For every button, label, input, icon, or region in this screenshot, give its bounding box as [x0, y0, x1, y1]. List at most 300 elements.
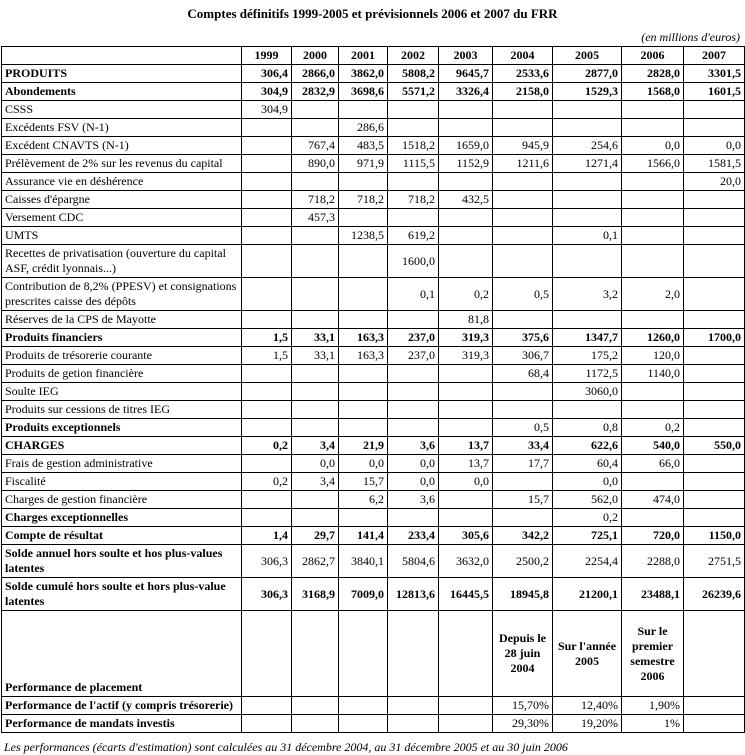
value-cell — [388, 509, 439, 527]
value-cell: 33,1 — [292, 347, 339, 365]
value-cell: 1150,0 — [684, 527, 745, 545]
row-label: Fiscalité — [2, 473, 242, 491]
value-cell: 457,3 — [292, 209, 339, 227]
value-cell: 720,0 — [622, 527, 684, 545]
value-cell — [388, 697, 439, 715]
table-row — [2, 245, 745, 278]
value-cell — [388, 119, 439, 137]
value-cell — [242, 191, 292, 209]
value-cell: 1,5 — [242, 347, 292, 365]
frr-table — [1, 46, 745, 733]
value-cell — [339, 365, 388, 383]
value-cell: 29,30% — [493, 715, 553, 733]
value-cell: 21200,1 — [553, 578, 622, 611]
value-cell: 33,4 — [493, 437, 553, 455]
value-cell — [684, 311, 745, 329]
value-cell — [242, 365, 292, 383]
value-cell: 1140,0 — [622, 365, 684, 383]
header-row — [2, 47, 745, 65]
value-cell: 13,7 — [439, 437, 493, 455]
value-cell: 1529,3 — [553, 83, 622, 101]
page-title: Comptes définitifs 1999-2005 et prévisionnels 2006 et 2007 du FRR — [187, 6, 558, 21]
value-cell: 1581,5 — [684, 155, 745, 173]
row-label: CSSS — [2, 101, 242, 119]
value-cell — [684, 509, 745, 527]
value-cell: 17,7 — [493, 455, 553, 473]
value-cell: 1700,0 — [684, 329, 745, 347]
table-row — [2, 209, 745, 227]
value-cell — [439, 209, 493, 227]
value-cell — [242, 137, 292, 155]
value-cell: 550,0 — [684, 437, 745, 455]
header-year-cell: 2002 — [388, 47, 439, 65]
value-cell — [622, 509, 684, 527]
value-cell: 319,3 — [439, 329, 493, 347]
value-cell — [439, 227, 493, 245]
value-cell: 1601,5 — [684, 83, 745, 101]
value-cell — [388, 311, 439, 329]
value-cell: 1271,4 — [553, 155, 622, 173]
value-cell — [439, 611, 493, 697]
table-row — [2, 83, 745, 101]
value-cell — [493, 101, 553, 119]
value-cell: 971,9 — [339, 155, 388, 173]
value-cell — [622, 473, 684, 491]
value-cell: 175,2 — [553, 347, 622, 365]
value-cell — [553, 245, 622, 278]
value-cell: 18945,8 — [493, 578, 553, 611]
value-cell — [684, 191, 745, 209]
units-note: (en millions d'euros) — [641, 30, 740, 44]
row-label: Contribution de 8,2% (PPESV) et consignations prescrites caisse des dépôts — [2, 278, 242, 311]
value-cell: 890,0 — [292, 155, 339, 173]
value-cell: 1211,6 — [493, 155, 553, 173]
value-cell — [292, 119, 339, 137]
value-cell — [339, 173, 388, 191]
row-label: Produits de getion financière — [2, 365, 242, 383]
value-cell — [622, 191, 684, 209]
table-row — [2, 191, 745, 209]
value-cell: 0,1 — [388, 278, 439, 311]
value-cell — [684, 473, 745, 491]
row-label: Recettes de privatisation (ouverture du capital ASF, crédit lyonnais...) — [2, 245, 242, 278]
value-cell: 305,6 — [439, 527, 493, 545]
table-row — [2, 473, 745, 491]
value-cell: 3,6 — [388, 437, 439, 455]
value-cell — [493, 473, 553, 491]
value-cell — [388, 401, 439, 419]
value-cell — [292, 245, 339, 278]
header-year-cell: 2007 — [684, 47, 745, 65]
value-cell — [388, 715, 439, 733]
value-cell — [684, 278, 745, 311]
table-row — [2, 545, 745, 578]
value-cell: 163,3 — [339, 329, 388, 347]
value-cell — [553, 311, 622, 329]
value-cell — [292, 611, 339, 697]
table-row — [2, 611, 745, 697]
value-cell — [292, 365, 339, 383]
value-cell — [242, 119, 292, 137]
table-row — [2, 401, 745, 419]
value-cell — [242, 173, 292, 191]
table-header — [2, 47, 745, 65]
value-cell: 0,1 — [553, 227, 622, 245]
value-cell: 319,3 — [439, 347, 493, 365]
value-cell: 0,2 — [242, 437, 292, 455]
value-cell: 306,4 — [242, 65, 292, 83]
table-row — [2, 419, 745, 437]
value-cell: 304,9 — [242, 101, 292, 119]
value-cell — [493, 119, 553, 137]
value-cell: 21,9 — [339, 437, 388, 455]
value-cell: 16445,5 — [439, 578, 493, 611]
value-cell: 3698,6 — [339, 83, 388, 101]
row-label: Solde cumulé hors soulte et hors plus-value latentes — [2, 578, 242, 611]
value-cell — [242, 245, 292, 278]
value-cell: 562,0 — [553, 491, 622, 509]
value-cell: 0,5 — [493, 419, 553, 437]
value-cell: 33,1 — [292, 329, 339, 347]
table-row — [2, 697, 745, 715]
value-cell — [622, 401, 684, 419]
value-cell — [242, 209, 292, 227]
value-cell: 3862,0 — [339, 65, 388, 83]
table-row — [2, 437, 745, 455]
table-row — [2, 347, 745, 365]
value-cell: Sur l'année 2005 — [553, 611, 622, 697]
value-cell: 2533,6 — [493, 65, 553, 83]
row-label: Produits de trésorerie courante — [2, 347, 242, 365]
value-cell: 432,5 — [439, 191, 493, 209]
value-cell — [622, 245, 684, 278]
value-cell: 2877,0 — [553, 65, 622, 83]
row-label: Performance de l'actif (y compris trésorerie) — [2, 697, 242, 715]
value-cell: 2254,4 — [553, 545, 622, 578]
row-label: Versement CDC — [2, 209, 242, 227]
value-cell: 1,5 — [242, 329, 292, 347]
value-cell — [242, 611, 292, 697]
table-row — [2, 311, 745, 329]
value-cell: Sur le premier semestre 2006 — [622, 611, 684, 697]
value-cell: 304,9 — [242, 83, 292, 101]
value-cell: 237,0 — [388, 347, 439, 365]
value-cell — [439, 401, 493, 419]
value-cell: 1568,0 — [622, 83, 684, 101]
value-cell — [684, 245, 745, 278]
row-label: Produits financiers — [2, 329, 242, 347]
value-cell — [493, 383, 553, 401]
value-cell: 163,3 — [339, 347, 388, 365]
value-cell — [622, 209, 684, 227]
header-year-cell: 2003 — [439, 47, 493, 65]
value-cell: 3168,9 — [292, 578, 339, 611]
footnote: Les performances (écarts d'estimation) sont calculées au 31 décembre 2004, au 31 décembre 2005 et au 30 juin 2006 — [4, 740, 568, 754]
table-row — [2, 578, 745, 611]
table-row — [2, 365, 745, 383]
table-row — [2, 509, 745, 527]
value-cell — [388, 209, 439, 227]
value-cell — [242, 227, 292, 245]
value-cell — [242, 419, 292, 437]
value-cell — [684, 209, 745, 227]
table-row — [2, 491, 745, 509]
value-cell — [339, 278, 388, 311]
value-cell: 6,2 — [339, 491, 388, 509]
value-cell: 0,8 — [553, 419, 622, 437]
value-cell: 15,70% — [493, 697, 553, 715]
value-cell: 375,6 — [493, 329, 553, 347]
value-cell: 237,0 — [388, 329, 439, 347]
value-cell: 141,4 — [339, 527, 388, 545]
value-cell: 1,90% — [622, 697, 684, 715]
value-cell: 1518,2 — [388, 137, 439, 155]
value-cell — [388, 611, 439, 697]
header-year-cell: 1999 — [242, 47, 292, 65]
value-cell: 0,2 — [242, 473, 292, 491]
row-label: UMTS — [2, 227, 242, 245]
value-cell — [684, 419, 745, 437]
value-cell: 60,4 — [553, 455, 622, 473]
value-cell — [493, 227, 553, 245]
value-cell: 0,0 — [684, 137, 745, 155]
value-cell — [439, 365, 493, 383]
value-cell — [684, 455, 745, 473]
value-cell: 1238,5 — [339, 227, 388, 245]
value-cell — [439, 245, 493, 278]
header-year-cell: 2000 — [292, 47, 339, 65]
row-label: Performance de mandats investis — [2, 715, 242, 733]
value-cell — [493, 311, 553, 329]
value-cell — [553, 209, 622, 227]
value-cell: 3840,1 — [339, 545, 388, 578]
row-label: Réserves de la CPS de Mayotte — [2, 311, 242, 329]
value-cell: 9645,7 — [439, 65, 493, 83]
value-cell: 3632,0 — [439, 545, 493, 578]
value-cell — [684, 347, 745, 365]
value-cell: 13,7 — [439, 455, 493, 473]
value-cell — [292, 509, 339, 527]
row-label: Charges de gestion financière — [2, 491, 242, 509]
value-cell — [292, 278, 339, 311]
value-cell — [242, 311, 292, 329]
header-year-cell: 2006 — [622, 47, 684, 65]
table-row — [2, 715, 745, 733]
value-cell: 718,2 — [292, 191, 339, 209]
table-row — [2, 119, 745, 137]
value-cell: 306,3 — [242, 578, 292, 611]
value-cell: 81,8 — [439, 311, 493, 329]
value-cell — [292, 697, 339, 715]
value-cell: 2500,2 — [493, 545, 553, 578]
value-cell: 619,2 — [388, 227, 439, 245]
value-cell: 2158,0 — [493, 83, 553, 101]
value-cell — [339, 697, 388, 715]
value-cell — [339, 715, 388, 733]
value-cell: 0,0 — [388, 455, 439, 473]
value-cell: 1659,0 — [439, 137, 493, 155]
value-cell: 2,0 — [622, 278, 684, 311]
value-cell — [439, 119, 493, 137]
value-cell — [553, 101, 622, 119]
value-cell — [388, 419, 439, 437]
value-cell: 23488,1 — [622, 578, 684, 611]
value-cell — [622, 173, 684, 191]
value-cell: 3,4 — [292, 437, 339, 455]
value-cell: 3,6 — [388, 491, 439, 509]
value-cell — [292, 311, 339, 329]
value-cell: 15,7 — [339, 473, 388, 491]
row-label: CHARGES — [2, 437, 242, 455]
value-cell: 342,2 — [493, 527, 553, 545]
value-cell — [339, 401, 388, 419]
value-cell — [388, 101, 439, 119]
value-cell — [493, 245, 553, 278]
value-cell: 3326,4 — [439, 83, 493, 101]
value-cell: 1% — [622, 715, 684, 733]
value-cell — [388, 173, 439, 191]
value-cell — [439, 509, 493, 527]
value-cell: 12813,6 — [388, 578, 439, 611]
value-cell — [292, 227, 339, 245]
value-cell: 5571,2 — [388, 83, 439, 101]
value-cell: 1260,0 — [622, 329, 684, 347]
row-label: Prélèvement de 2% sur les revenus du capital — [2, 155, 242, 173]
value-cell: 26239,6 — [684, 578, 745, 611]
row-label: Compte de résultat — [2, 527, 242, 545]
table-body — [2, 65, 745, 733]
table-row — [2, 137, 745, 155]
value-cell — [684, 401, 745, 419]
value-cell — [339, 509, 388, 527]
table-row — [2, 527, 745, 545]
value-cell: Depuis le 28 juin 2004 — [493, 611, 553, 697]
value-cell — [684, 101, 745, 119]
value-cell — [292, 715, 339, 733]
value-cell — [553, 401, 622, 419]
value-cell: 718,2 — [388, 191, 439, 209]
value-cell: 20,0 — [684, 173, 745, 191]
value-cell — [684, 491, 745, 509]
value-cell: 622,6 — [553, 437, 622, 455]
value-cell — [242, 155, 292, 173]
value-cell — [684, 365, 745, 383]
value-cell: 66,0 — [622, 455, 684, 473]
value-cell: 1172,5 — [553, 365, 622, 383]
value-cell — [493, 209, 553, 227]
value-cell: 233,4 — [388, 527, 439, 545]
value-cell: 120,0 — [622, 347, 684, 365]
value-cell: 12,40% — [553, 697, 622, 715]
header-label-cell — [2, 47, 242, 65]
value-cell — [339, 101, 388, 119]
value-cell: 2828,0 — [622, 65, 684, 83]
value-cell — [493, 509, 553, 527]
value-cell — [493, 401, 553, 419]
value-cell — [439, 419, 493, 437]
value-cell: 0,0 — [439, 473, 493, 491]
value-cell — [242, 455, 292, 473]
value-cell — [339, 383, 388, 401]
value-cell — [242, 278, 292, 311]
value-cell — [684, 227, 745, 245]
table-row — [2, 65, 745, 83]
value-cell: 540,0 — [622, 437, 684, 455]
value-cell: 3,2 — [553, 278, 622, 311]
value-cell: 2866,0 — [292, 65, 339, 83]
value-cell — [439, 173, 493, 191]
value-cell: 1347,7 — [553, 329, 622, 347]
value-cell: 0,0 — [622, 137, 684, 155]
value-cell — [439, 715, 493, 733]
value-cell — [242, 715, 292, 733]
value-cell: 0,0 — [292, 455, 339, 473]
table-row — [2, 455, 745, 473]
value-cell: 1115,5 — [388, 155, 439, 173]
value-cell — [553, 119, 622, 137]
value-cell — [242, 509, 292, 527]
value-cell — [684, 383, 745, 401]
value-cell: 2288,0 — [622, 545, 684, 578]
row-label: Excédents FSV (N-1) — [2, 119, 242, 137]
value-cell: 945,9 — [493, 137, 553, 155]
value-cell: 5808,2 — [388, 65, 439, 83]
value-cell — [339, 611, 388, 697]
value-cell — [493, 173, 553, 191]
value-cell: 0,0 — [388, 473, 439, 491]
value-cell: 718,2 — [339, 191, 388, 209]
value-cell — [684, 119, 745, 137]
value-cell: 725,1 — [553, 527, 622, 545]
header-year-cell: 2005 — [553, 47, 622, 65]
value-cell: 0,2 — [622, 419, 684, 437]
table-row — [2, 227, 745, 245]
value-cell: 767,4 — [292, 137, 339, 155]
row-label: Solde annuel hors soulte et hos plus-values latentes — [2, 545, 242, 578]
row-label: Caisses d'épargne — [2, 191, 242, 209]
value-cell: 5804,6 — [388, 545, 439, 578]
value-cell: 0,2 — [553, 509, 622, 527]
value-cell: 254,6 — [553, 137, 622, 155]
value-cell — [684, 697, 745, 715]
value-cell: 3060,0 — [553, 383, 622, 401]
value-cell — [684, 611, 745, 697]
value-cell: 483,5 — [339, 137, 388, 155]
value-cell — [292, 173, 339, 191]
row-label: PRODUITS — [2, 65, 242, 83]
value-cell — [439, 697, 493, 715]
row-label: Abondements — [2, 83, 242, 101]
value-cell: 306,3 — [242, 545, 292, 578]
value-cell — [242, 401, 292, 419]
value-cell: 19,20% — [553, 715, 622, 733]
table-row — [2, 383, 745, 401]
value-cell — [622, 119, 684, 137]
row-label: Excédent CNAVTS (N-1) — [2, 137, 242, 155]
value-cell: 29,7 — [292, 527, 339, 545]
row-label: Assurance vie en déshérence — [2, 173, 242, 191]
value-cell: 68,4 — [493, 365, 553, 383]
value-cell — [439, 101, 493, 119]
table-row — [2, 278, 745, 311]
value-cell — [242, 383, 292, 401]
value-cell — [622, 383, 684, 401]
value-cell — [553, 191, 622, 209]
value-cell — [339, 419, 388, 437]
value-cell — [622, 311, 684, 329]
value-cell: 474,0 — [622, 491, 684, 509]
table-row — [2, 329, 745, 347]
